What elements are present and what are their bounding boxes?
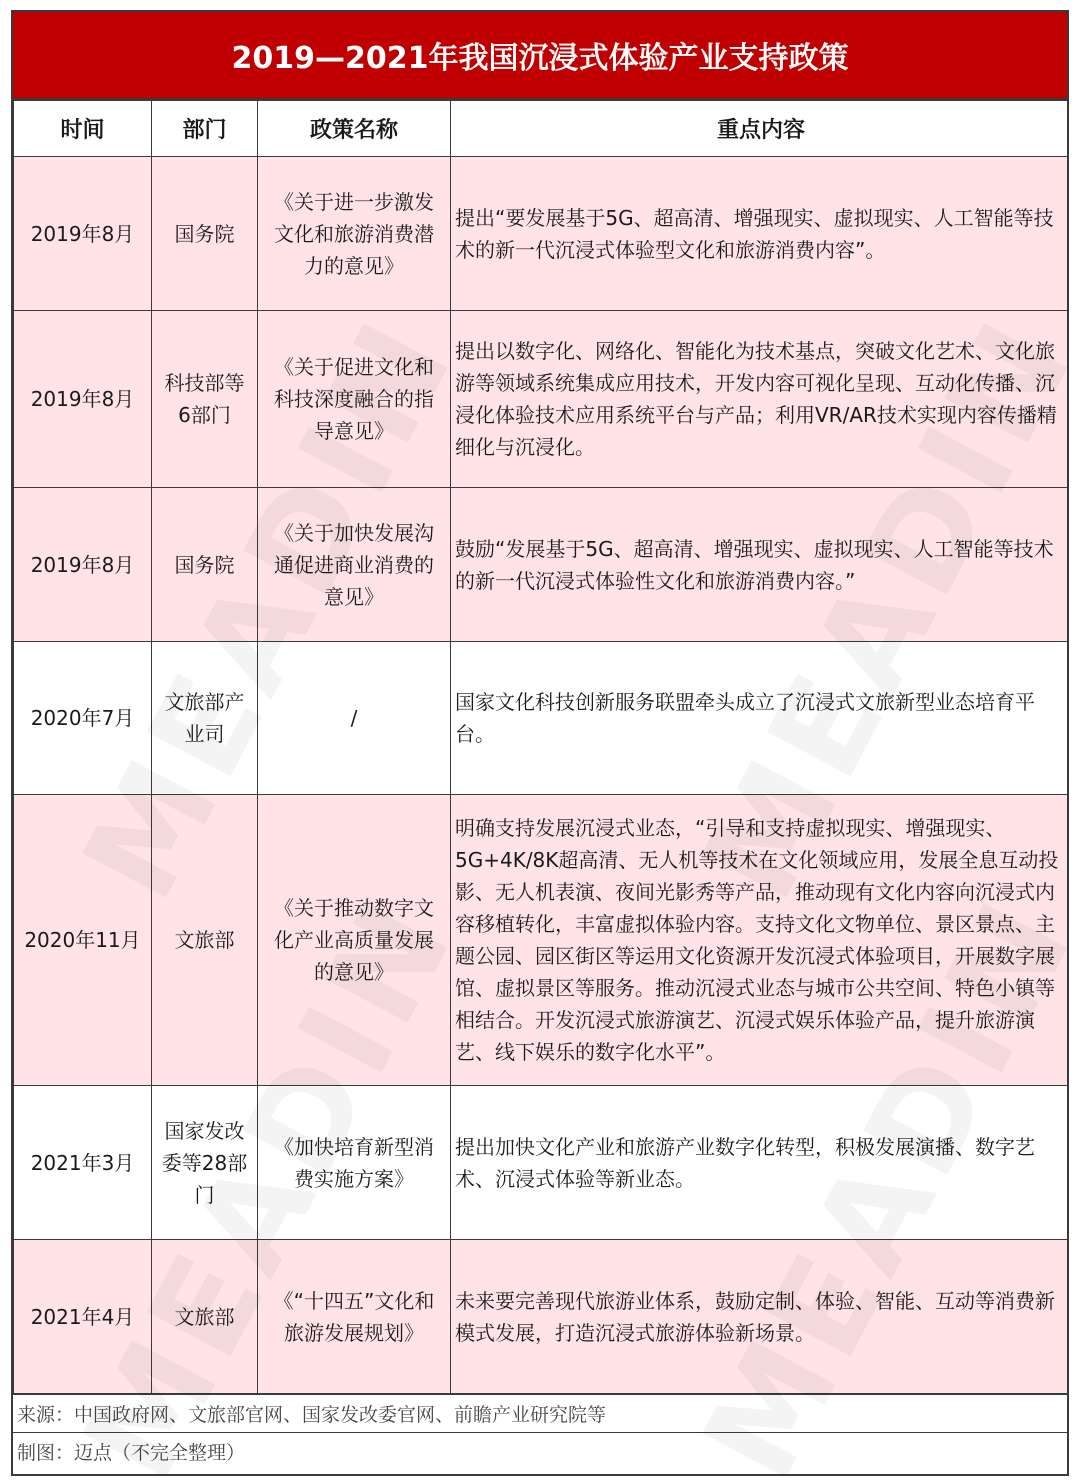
- cell-content: 提出“要发展基于5G、超高清、增强现实、虚拟现实、人工智能等技术的新一代沉浸式体验型文化和旅游消费内容”。: [451, 157, 1070, 311]
- table-row: [14, 1240, 1070, 1394]
- header-row: [14, 101, 1070, 157]
- cell-content: 明确支持发展沉浸式业态，“引导和支持虚拟现实、增强现实、5G+4K/8K超高清、无人机等技术在文化领域应用，发展全息互动投影、无人机表演、夜间光影秀等产品，推动现有文化内容向沉浸式内容移植转化，丰富虚拟体验内容。支持文化文物单位、景区景点、主题公园、园区街区等运用文化资源开发沉浸式体验项目，开展数字展馆、虚拟景区等服务。推动沉浸式业态与城市公共空间、特色小镇等相结合。开发沉浸式旅游演艺、沉浸式娱乐体验产品，提升旅游演艺、线下娱乐的数字化水平”。: [451, 795, 1070, 1086]
- cell-time: 2019年8月: [14, 488, 152, 642]
- cell-time: 2020年11月: [14, 795, 152, 1086]
- cell-dept: 国务院: [152, 157, 258, 311]
- table-row: [14, 488, 1070, 642]
- cell-dept: 国家发改委等28部门: [152, 1086, 258, 1240]
- cell-time: 2019年8月: [14, 311, 152, 488]
- policy-table: [13, 100, 1069, 1394]
- cell-policy: 《关于促进文化和科技深度融合的指导意见》: [258, 311, 451, 488]
- header-content: 重点内容: [451, 101, 1070, 157]
- cell-dept: 国务院: [152, 488, 258, 642]
- cell-dept: 文旅部: [152, 1240, 258, 1394]
- cell-content: 国家文化科技创新服务联盟牵头成立了沉浸式文旅新型业态培育平台。: [451, 642, 1070, 795]
- table-row: [14, 1086, 1070, 1240]
- cell-time: 2020年7月: [14, 642, 152, 795]
- cell-policy: /: [258, 642, 451, 795]
- cell-content: 提出加快文化产业和旅游产业数字化转型，积极发展演播、数字艺术、沉浸式体验等新业态。: [451, 1086, 1070, 1240]
- cell-dept: 文旅部产业司: [152, 642, 258, 795]
- table-title: 2019—2021年我国沉浸式体验产业支持政策: [13, 12, 1067, 100]
- cell-time: 2021年4月: [14, 1240, 152, 1394]
- header-dept: 部门: [152, 101, 258, 157]
- cell-policy: 《“十四五”文化和旅游发展规划》: [258, 1240, 451, 1394]
- cell-content: 提出以数字化、网络化、智能化为技术基点，突破文化艺术、文化旅游等领域系统集成应用技术，开发内容可视化呈现、互动化传播、沉浸化体验技术应用系统平台与产品；利用VR/AR技术实现内容传播精细化与沉浸化。: [451, 311, 1070, 488]
- table-row: [14, 795, 1070, 1086]
- policy-table-frame: [11, 10, 1069, 1476]
- cell-policy: 《关于进一步激发文化和旅游消费潜力的意见》: [258, 157, 451, 311]
- cell-time: 2019年8月: [14, 157, 152, 311]
- header-time: 时间: [14, 101, 152, 157]
- maker-note: 制图：迈点（不完全整理）: [13, 1432, 1067, 1470]
- header-policy: 政策名称: [258, 101, 451, 157]
- cell-time: 2021年3月: [14, 1086, 152, 1240]
- cell-policy: 《关于加快发展沟通促进商业消费的意见》: [258, 488, 451, 642]
- cell-policy: 《加快培育新型消费实施方案》: [258, 1086, 451, 1240]
- source-note: 来源：中国政府网、文旅部官网、国家发改委官网、前瞻产业研究院等: [13, 1394, 1067, 1432]
- cell-dept: 科技部等6部门: [152, 311, 258, 488]
- cell-dept: 文旅部: [152, 795, 258, 1086]
- table-row: [14, 311, 1070, 488]
- table-row: [14, 157, 1070, 311]
- cell-content: 未来要完善现代旅游业体系，鼓励定制、体验、智能、互动等消费新模式发展，打造沉浸式旅游体验新场景。: [451, 1240, 1070, 1394]
- table-row: [14, 642, 1070, 795]
- cell-content: 鼓励“发展基于5G、超高清、增强现实、虚拟现实、人工智能等技术的新一代沉浸式体验性文化和旅游消费内容。”: [451, 488, 1070, 642]
- cell-policy: 《关于推动数字文化产业高质量发展的意见》: [258, 795, 451, 1086]
